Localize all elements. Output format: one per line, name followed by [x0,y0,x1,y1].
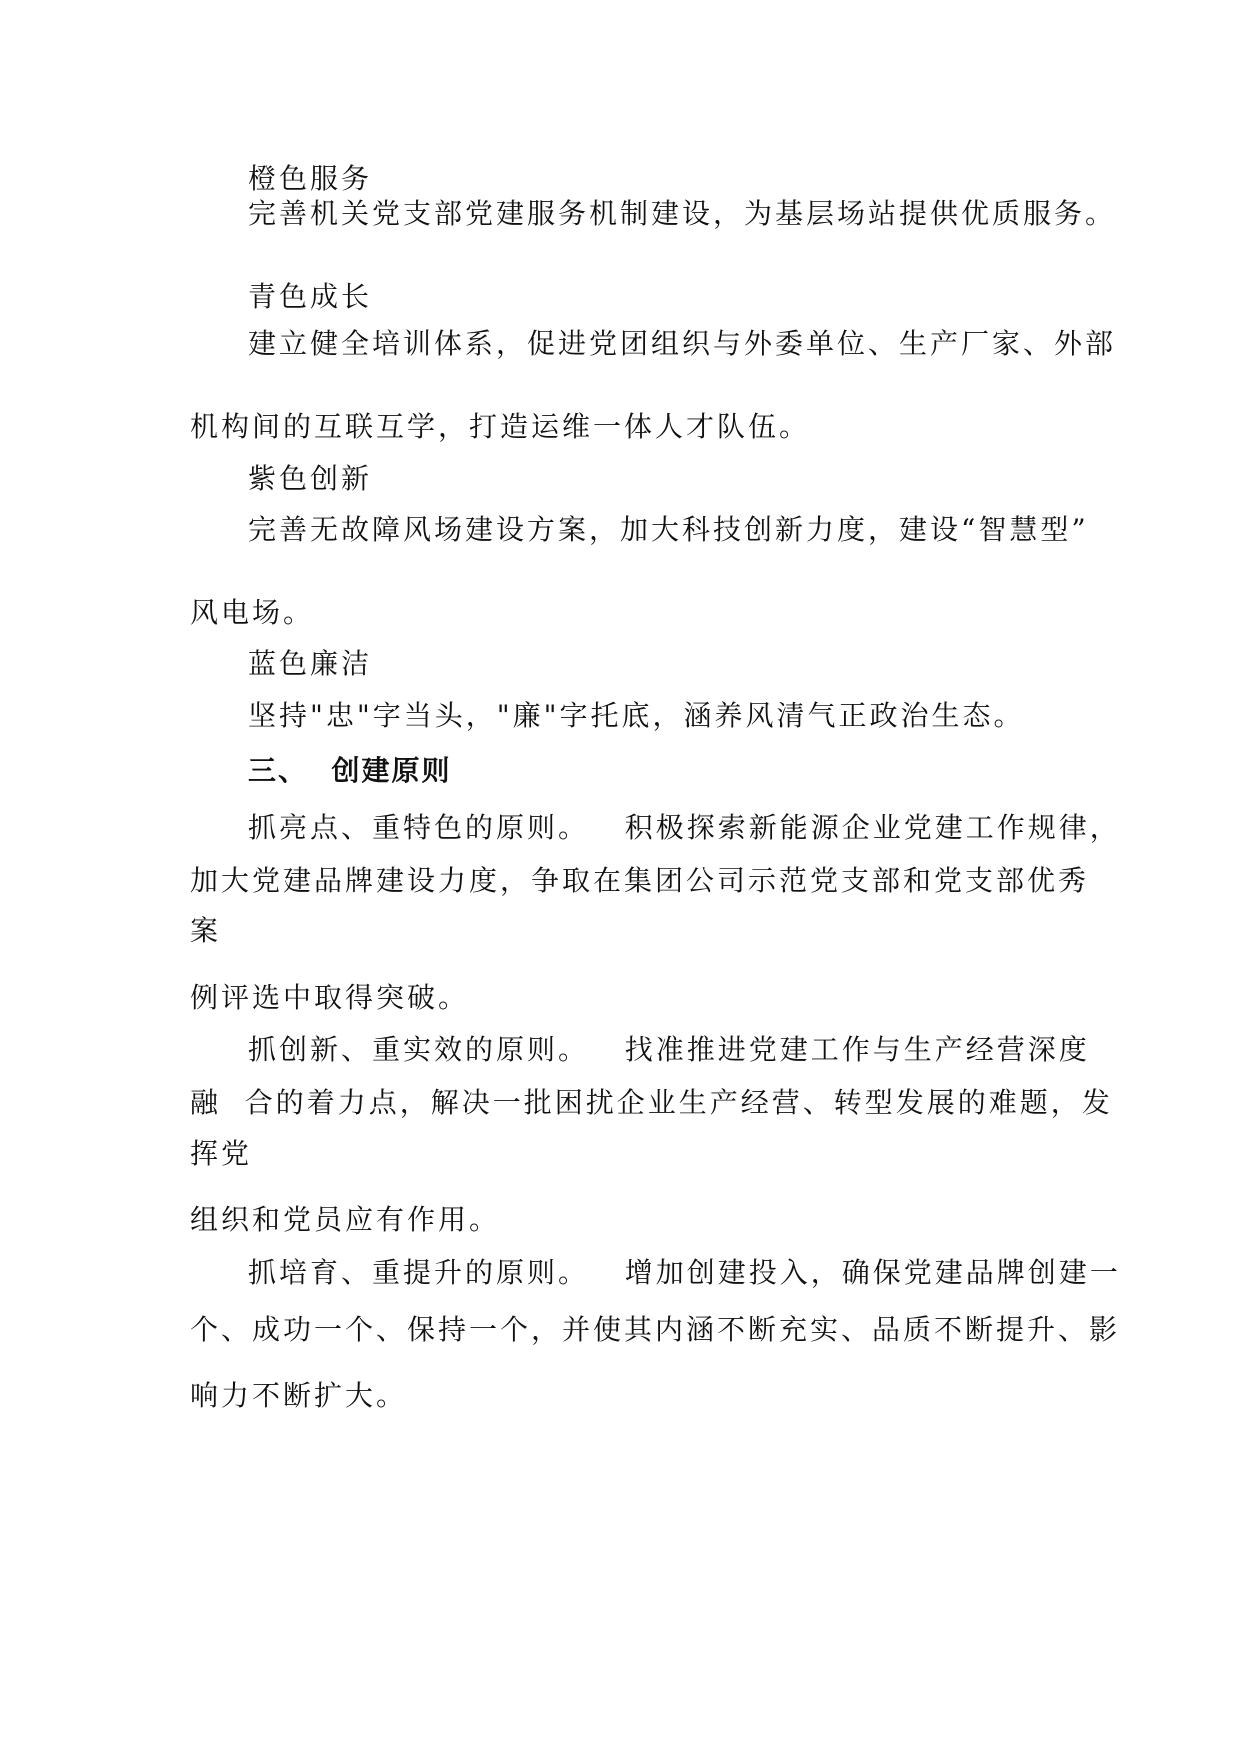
paragraph-line: 抓培育、重提升的原则。 增加创建投入，确保党建品牌创建一 [248,1256,1121,1289]
paragraph-line: 融 合的着力点，解决一批困扰企业生产经营、转型发展的难题，发 [190,1086,1113,1119]
subheading-blue-integrity: 蓝色廉洁 [248,647,373,680]
paragraph-line: 组织和党员应有作用。 [190,1203,501,1236]
paragraph-line: 案 [190,914,222,947]
paragraph-line: 挥党 [190,1137,253,1170]
paragraph-line: 完善机关党支部党建服务机制建设，为基层场站提供优质服务。 [248,197,1117,230]
paragraph-line: 风电场。 [190,596,315,629]
paragraph-line: 抓亮点、重特色的原则。 积极探索新能源企业党建工作规律， [248,811,1121,844]
paragraph-line: 建立健全培训体系，促进党团组织与外委单位、生产厂家、外部 [248,327,1117,360]
subheading-orange-service: 橙色服务 [248,162,373,195]
section-heading: 三、 创建原则 [248,754,452,787]
paragraph-line: 抓创新、重实效的原则。 找准推进党建工作与生产经营深度 [248,1033,1090,1066]
paragraph-line: 响力不断扩大。 [190,1379,408,1412]
paragraph-line: 加大党建品牌建设力度，争取在集团公司示范党支部和党支部优秀 [190,864,1090,897]
paragraph-line: 完善无故障风场建设方案，加大科技创新力度，建设“智慧型” [248,513,1089,546]
paragraph-line: 机构间的互联互学，打造运维一体人才队伍。 [190,410,811,443]
paragraph-line: 个、成功一个、保持一个，并使其内涵不断充实、品质不断提升、影 [190,1313,1121,1346]
paragraph-line: 坚持"忠"字当头，"廉"字托底，涵养风清气正政治生态。 [248,699,1025,732]
subheading-cyan-growth: 青色成长 [248,280,373,313]
subheading-purple-innovation: 紫色创新 [248,462,373,495]
paragraph-line: 例评选中取得突破。 [190,981,470,1014]
